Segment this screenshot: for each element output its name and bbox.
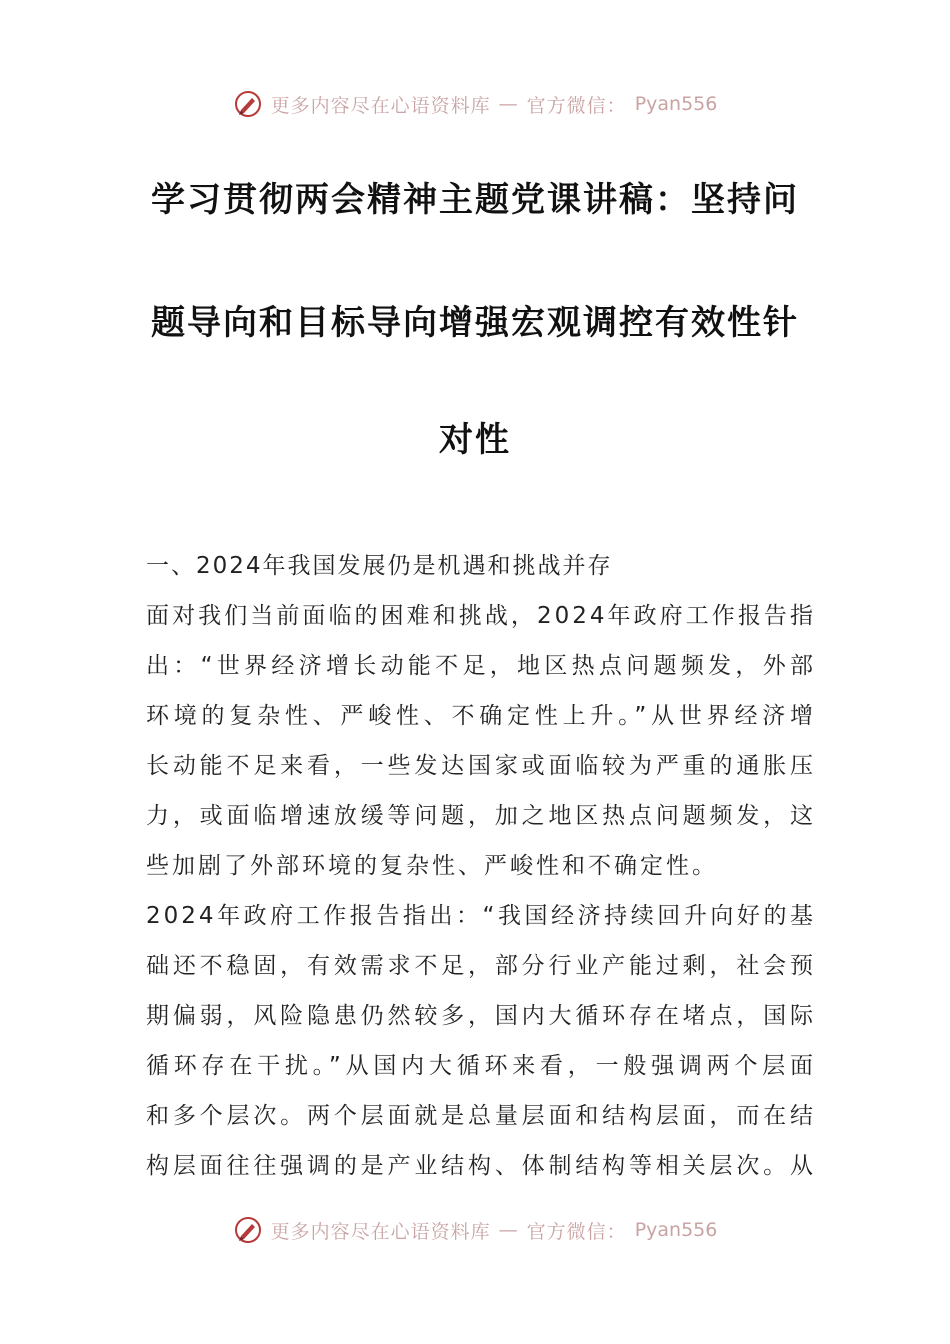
paragraph-line: 些加剧了外部环境的复杂性、严峻性和不确定性。 <box>146 853 718 879</box>
paragraph-1 <box>146 591 816 891</box>
paragraph-line: 面对我们当前面临的困难和挑战，2024年政府工作报告指 <box>146 603 816 629</box>
document-title-line-2: 题导向和目标导向增强宏观调控有效性针 <box>151 303 799 343</box>
paragraph-line: 构层面往往强调的是产业结构、体制结构等相关层次。从 <box>146 1153 816 1179</box>
paragraph-line: 和多个层次。两个层面就是总量层面和结构层面，而在结 <box>146 1103 816 1129</box>
paragraph-line: 2024年政府工作报告指出：“我国经济持续回升向好的基 <box>146 903 816 929</box>
watermark-contact-label: 官方微信： <box>526 94 627 117</box>
paragraph-line: 础还不稳固，有效需求不足，部分行业产能过剩，社会预 <box>146 953 816 979</box>
pen-logo-icon <box>233 1215 263 1245</box>
document-title-line-1: 学习贯彻两会精神主题党课讲稿：坚持问 <box>151 180 799 220</box>
section-heading: 一、2024年我国发展仍是机遇和挑战并存 <box>146 553 613 579</box>
watermark-footer <box>0 1210 950 1250</box>
paragraph-2 <box>146 891 816 1191</box>
watermark-separator: — <box>498 1219 519 1241</box>
paragraph-line: 长动能不足来看，一些发达国家或面临较为严重的通胀压 <box>146 753 816 779</box>
paragraph-line: 出：“世界经济增长动能不足，地区热点问题频发，外部 <box>146 653 816 679</box>
paragraph-line: 期偏弱，风险隐患仍然较多，国内大循环存在堵点，国际 <box>146 1003 816 1029</box>
watermark-text: 更多内容尽在心语资料库 <box>270 94 491 117</box>
paragraph-line: 循环存在干扰。”从国内大循环来看，一般强调两个层面 <box>146 1053 816 1079</box>
document-title-line-3: 对性 <box>439 420 511 460</box>
watermark-header <box>0 84 950 124</box>
watermark-separator: — <box>498 93 519 115</box>
paragraph-line: 环境的复杂性、严峻性、不确定性上升。”从世界经济增 <box>146 703 816 729</box>
watermark-text: 更多内容尽在心语资料库 <box>270 1220 491 1243</box>
watermark-contact-label: 官方微信： <box>526 1220 627 1243</box>
watermark-contact-id: Pyan556 <box>634 93 718 115</box>
watermark-contact-id: Pyan556 <box>634 1219 718 1241</box>
pen-logo-icon <box>233 89 263 119</box>
paragraph-line: 力，或面临增速放缓等问题，加之地区热点问题频发，这 <box>146 803 816 829</box>
